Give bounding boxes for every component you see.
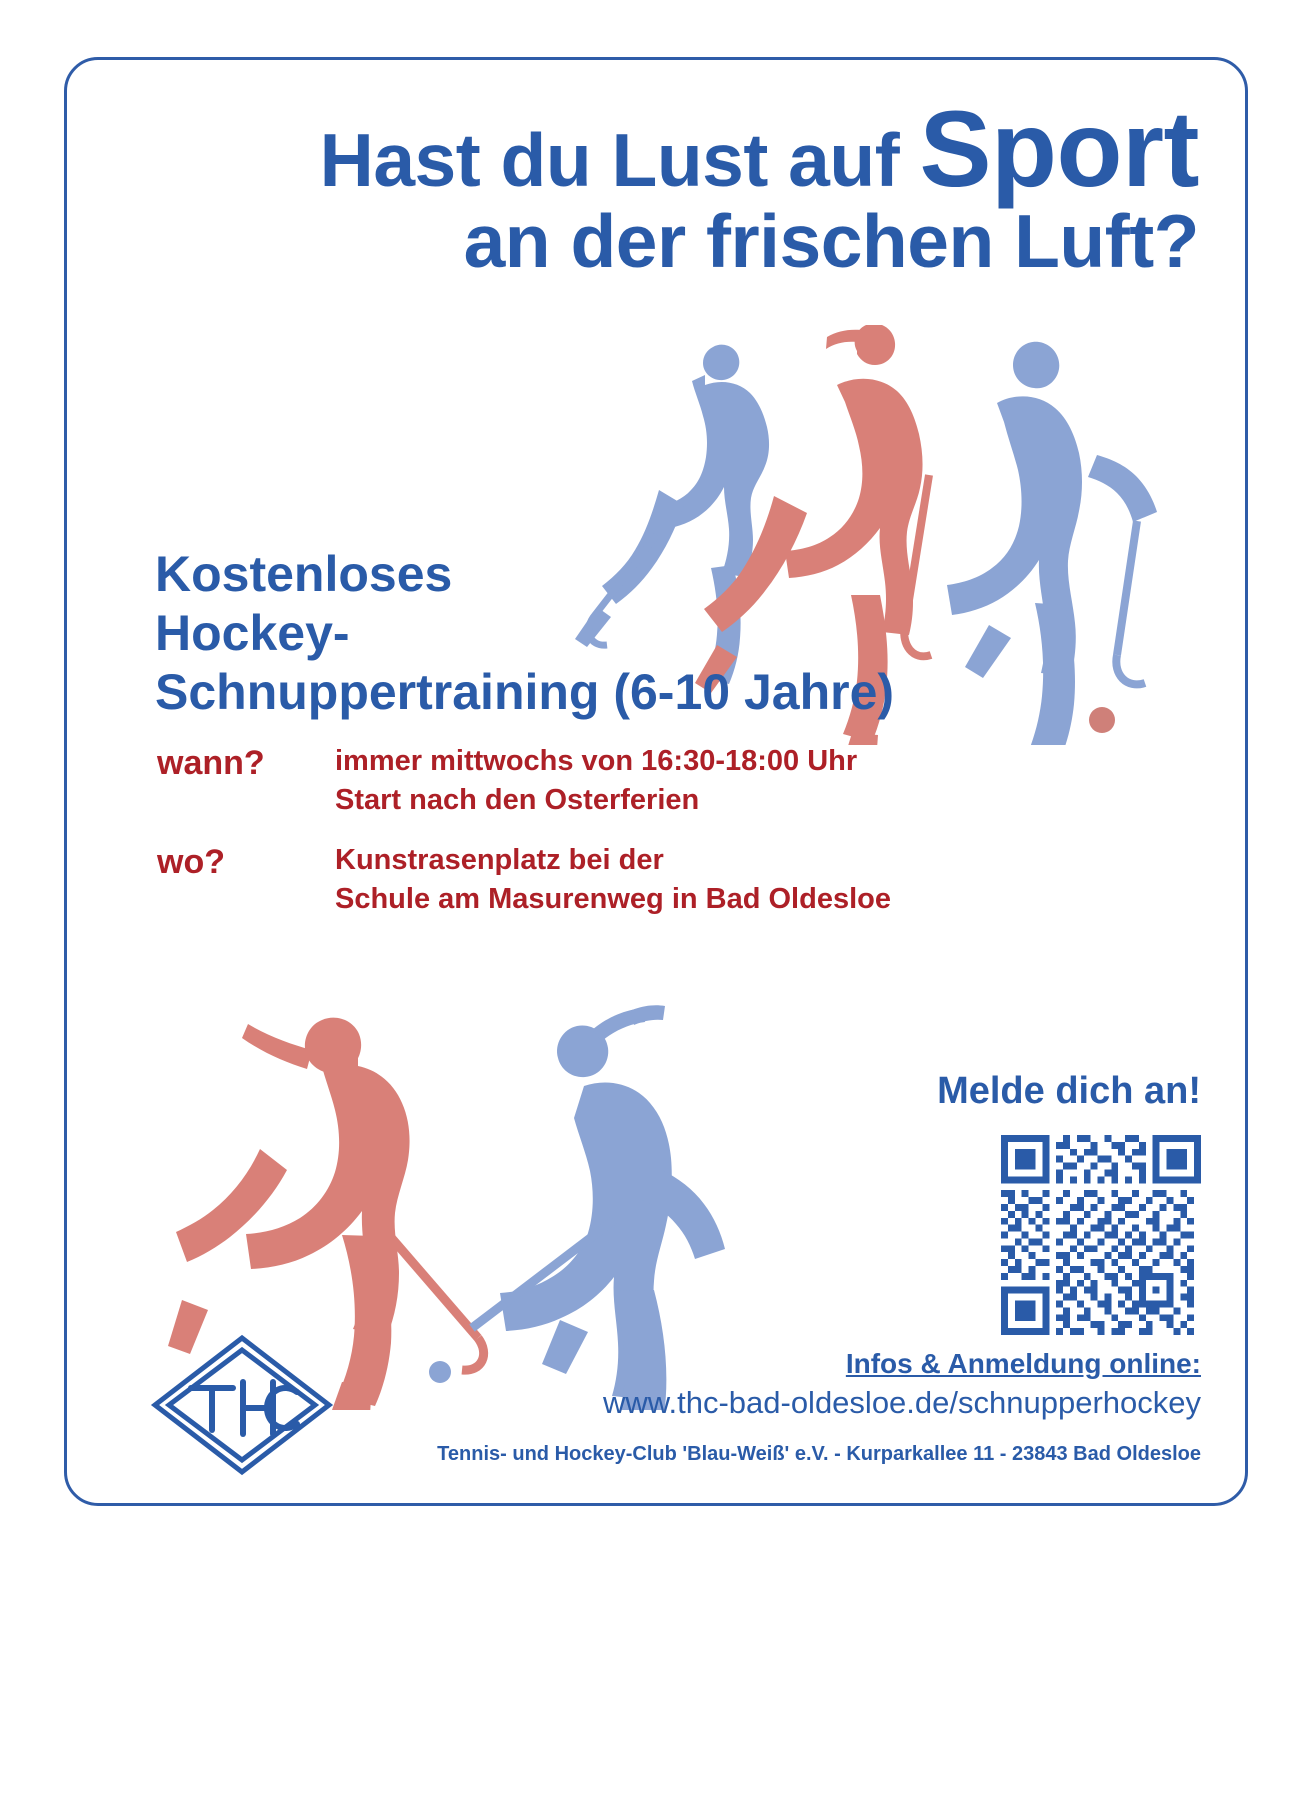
headline-line-1 [67,88,1199,209]
page-title [67,88,1245,284]
offer-line-1: Kostenloses [155,546,453,602]
info-value-when [335,742,857,819]
headline-emphasis-sport: Sport [919,88,1199,209]
club-address-footer: Tennis- und Hockey-Club 'Blau-Weiß' e.V. - Kurparkallee 11 - 23843 Bad Oldesloe [437,1443,1201,1465]
info-value-when-line-1: immer mittwochs von 16:30-18:00 Uhr [335,745,858,777]
offer-line-2: Hockey- [155,605,350,661]
hockey-stick-blue-right [1116,521,1145,684]
info-value-where-line-2: Schule am Masurenweg in Bad Oldesloe [335,882,891,915]
headline-line-2: an der frischen Luft? [463,199,1199,284]
info-row-when [157,742,1137,819]
poster-card [64,57,1248,1506]
call-to-action: Melde dich an! [937,1070,1201,1112]
hockey-ball-bottom [429,1361,451,1383]
info-label-when: wann? [157,744,265,782]
info-value-when-line-2: Start nach den Osterferien [335,783,700,816]
headline-line-1-text: Hast du Lust auf [319,118,920,202]
info-value-where-line-1: Kunstrasenplatz bei der [335,844,664,877]
info-value-where [335,841,891,918]
infos-online-label: Infos & Anmeldung online: [845,1348,1201,1379]
silhouette-blue-bottom [500,1005,725,1410]
qr-code[interactable] [1001,1135,1201,1335]
info-row-where [157,841,1137,918]
info-label-where: wo? [157,843,225,882]
club-logo [147,1330,337,1480]
offer-line-3: Schnuppertraining (6-10 Jahre) [155,664,895,720]
offer-heading [155,545,1055,722]
info-list [157,742,1137,940]
hockey-ball-top [1089,707,1115,733]
registration-url[interactable]: www.thc-bad-oldesloe.de/schnupperhockey [603,1385,1201,1420]
